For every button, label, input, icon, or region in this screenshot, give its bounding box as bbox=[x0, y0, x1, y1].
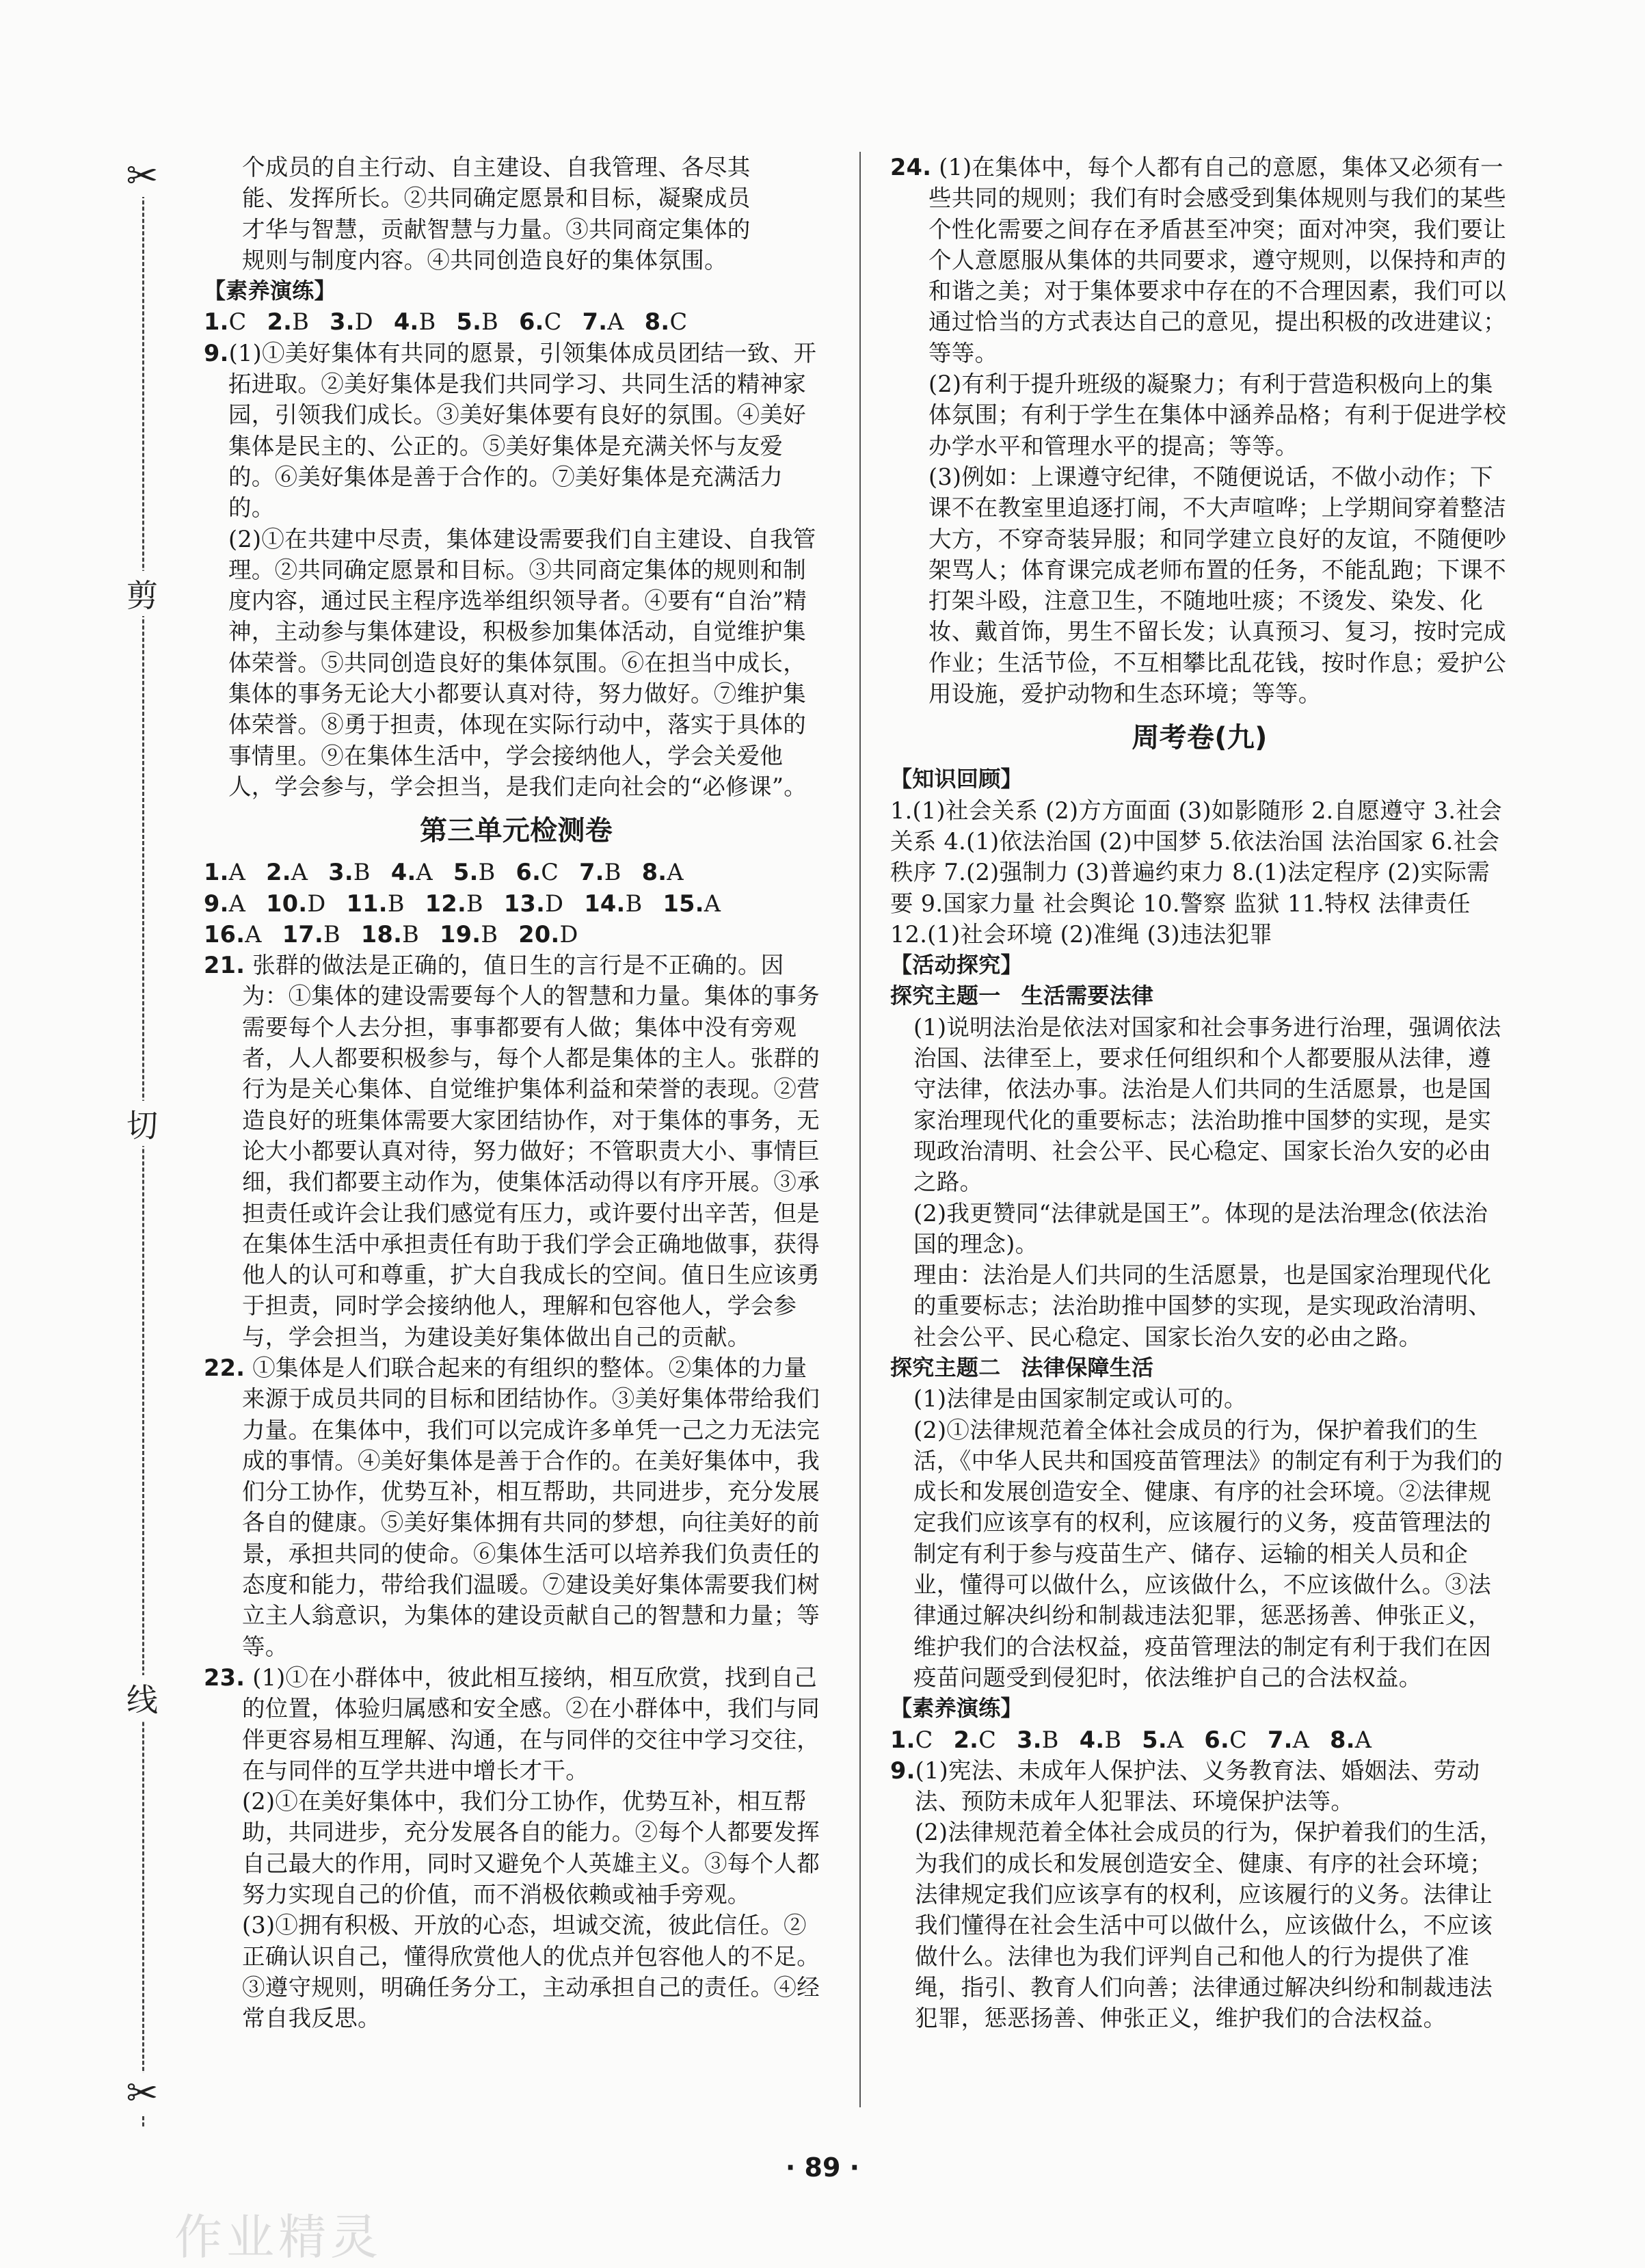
answer-value: B bbox=[1104, 1726, 1122, 1753]
q-number: 8. bbox=[644, 308, 670, 336]
q-number: 19. bbox=[440, 920, 481, 948]
answer-value: B bbox=[418, 308, 436, 336]
q-number: 22. bbox=[204, 1354, 245, 1381]
q-number: 1. bbox=[204, 859, 229, 886]
answer-value: A bbox=[1166, 1726, 1184, 1753]
text-line: 规则与制度内容。④共同创造良好的集体氛围。 bbox=[242, 246, 727, 274]
answer-value: B bbox=[478, 859, 496, 886]
answer-value: B bbox=[481, 920, 498, 948]
answer-text: (1)①美好集体有共同的愿景，引领集体成员团结一致、开拓进取。②美好集体是我们共同学习、共同生活的精神家园，引领我们成长。③美好集体要有良好的氛围。④美好集体是民主的、公正的。⑤美好集体是充满关怀与友爱的。⑥美好集体是善于合作的。⑦美好集体是充满活力的。 bbox=[228, 339, 817, 522]
answer-value: D bbox=[545, 890, 564, 917]
answer-22 bbox=[204, 1352, 829, 1662]
q-number: 18. bbox=[360, 920, 403, 948]
answer-21 bbox=[204, 950, 829, 1352]
topic-heading bbox=[890, 980, 1509, 1011]
answer-value: B bbox=[402, 920, 420, 948]
q-number: 20. bbox=[518, 920, 560, 948]
answer-value: A bbox=[228, 859, 246, 886]
q-number: 6. bbox=[516, 859, 541, 886]
q-number: 16. bbox=[204, 920, 245, 948]
answer-value: B bbox=[292, 308, 310, 336]
q-number: 9. bbox=[890, 1757, 915, 1784]
q-number: 21. bbox=[204, 952, 245, 979]
q-number: 7. bbox=[579, 859, 604, 886]
answer-text: ①集体是人们联合起来的有组织的整体。②集体的力量来源于成员共同的目标和团结协作。③美好集体带给我们力量。在集体中，我们可以完成许多单凭一己之力无法完成的事情。④美好集体是善于合作的。在美好集体中，我们分工协作，优势互补，相互帮助，共同进步，充分发展各自的健康。⑤美好集体拥有共同的梦想，向往美好的前景，承担共同的使命。⑥集体生活可以培养我们负责任的态度和能力，带给我们温暖。⑦建设美好集体需要我们树立主人翁意识，为集体的建设贡献自己的智慧和力量；等等。 bbox=[242, 1354, 820, 1660]
answer-text: (1)①在小群体中，彼此相互接纳，相互欣赏，找到自己的位置，体验归属感和安全感。②在小群体中，我们与同伴更容易相互理解、沟通，在与同伴的交往中学习交往，在与同伴的互学共进中增长才干。 bbox=[242, 1664, 820, 1784]
q-number: 5. bbox=[456, 308, 482, 336]
answer-23-part-2: (2)①在美好集体中，我们分工协作，优势互补，相互帮助，共同进步，充分发展各自的能力。②每个人都要发挥自己最大的作用，同时又避免个人英雄主义。③每个人都努力实现自己的价值，而不消极依赖或袖手旁观。 bbox=[242, 1788, 820, 1908]
topic-2-part-2: (2)①法律规范着全体社会成员的行为，保护着我们的生活，《中华人民共和国疫苗管理法》的制定有利于为我们的成长和发展创造安全、健康、有序的社会环境。②法律规定我们应该享有的权利，应该履行的义务，疫苗管理法的制定有利于参与疫苗生产、储存、运输的相关人员和企业，懂得可以做什么，应该做什么，不应该做什么。③法律通过解决纠纷和制裁违法犯罪，惩恶扬善、伸张正义，维护我们的合法权益，疫苗管理法的制定有利于我们在因疫苗问题受到侵犯时，依法维护自己的合法权益。 bbox=[913, 1416, 1503, 1691]
left-column bbox=[204, 152, 829, 2034]
weekly-test-title: 周考卷(九) bbox=[1132, 722, 1268, 754]
q-number: 9. bbox=[204, 339, 229, 366]
cut-label-char: 剪 bbox=[123, 571, 161, 616]
answer-row bbox=[204, 919, 829, 950]
answer-value: B bbox=[481, 308, 499, 336]
knowledge-review-answers: 1.(1)社会关系 (2)方方面面 (3)如影随形 2.自愿遵守 3.社会关系 4.(1)依法治国 (2)中国梦 5.依法治国 法治国家 6.社会秩序 7.(2)强制力 (3)普遍约束力 8.(1)法定程序 (2)实际需要 9.国家力量 社会舆论 10.警察 监狱 11.特权 法律责任 12.(1)社会环境 (2)准绳 (3)违法犯罪 bbox=[890, 797, 1502, 948]
answer-24 bbox=[890, 152, 1509, 369]
q-number: 8. bbox=[641, 859, 667, 886]
topic-1-part-2: (2)我更赞同“法律就是国王”。体现的是法治理念(依法治国的理念)。 bbox=[913, 1199, 1488, 1257]
answer-value: B bbox=[387, 890, 405, 917]
answer-value: C bbox=[228, 308, 247, 336]
answer-value: A bbox=[1292, 1726, 1310, 1753]
topic-2-part-1: (1)法律是由国家制定或认可的。 bbox=[913, 1385, 1247, 1413]
answer-value: A bbox=[228, 890, 246, 917]
answer-9-part-2: (2)法律规范着全体社会成员的行为，保护着我们的生活，为我们的成长和发展创造安全、健康、有序的社会环境；法律规定我们应该享有的权利，应该履行的义务。法律让我们懂得在社会生活中可以做什么，应该做什么，不应该做什么。法律也为我们评判自己和他人的行为提供了准绳，指引、教育人们向善；法律通过解决纠纷和制裁违法犯罪，惩恶扬善、伸张正义，维护我们的合法权益。 bbox=[915, 1819, 1503, 2032]
answer-23 bbox=[204, 1662, 829, 1786]
answer-value: C bbox=[541, 859, 559, 886]
topic-title: 生活需要法律 bbox=[1021, 983, 1154, 1009]
answer-text: 张群的做法是正确的，值日生的言行是不正确的。因为：①集体的建设需要每个人的智慧和力量。集体的事务需要每个人去分担，事事都要有人做；集体中没有旁观者，人人都要积极参与，每个人都是集体的主人。张群的行为是关心集体、自觉维护集体利益和荣誉的表现。②营造良好的班集体需要大家团结协作，对于集体的事务，无论大小都要认真对待，努力做好；不管职责大小、事情巨细，我们都要主动作为，使集体活动得以有序开展。③承担责任或许会让我们感觉有压力，或许要付出辛苦，但是在集体生活中承担责任有助于我们学会正确地做事，获得他人的认可和尊重，扩大自我成长的空间。值日生应该勇于担责，同时学会接纳他人，理解和包容他人，学会参与，学会担当，为建设美好集体做出自己的贡献。 bbox=[242, 952, 820, 1350]
answer-value: A bbox=[245, 920, 262, 948]
q-number: 23. bbox=[204, 1664, 245, 1691]
answer-value: D bbox=[307, 890, 326, 917]
answer-value: C bbox=[544, 308, 562, 336]
answer-row bbox=[204, 888, 829, 919]
unit-test-title: 第三单元检测卷 bbox=[419, 815, 613, 847]
q-number: 11. bbox=[346, 890, 388, 917]
q-number: 4. bbox=[393, 308, 419, 336]
q-number: 4. bbox=[390, 859, 416, 886]
q-number: 3. bbox=[328, 859, 353, 886]
answer-value: B bbox=[353, 859, 371, 886]
answer-text: (1)宪法、未成年人保护法、义务教育法、婚姻法、劳动法、预防未成年人犯罪法、环境保护法等。 bbox=[915, 1757, 1480, 1815]
q-number: 6. bbox=[1204, 1726, 1230, 1753]
topic-label: 探究主题一 bbox=[890, 983, 1001, 1009]
q-number: 8. bbox=[1330, 1726, 1355, 1753]
answer-value: B bbox=[604, 859, 621, 886]
q-number: 13. bbox=[503, 890, 546, 917]
answer-9 bbox=[890, 1755, 1509, 1817]
topic-title: 法律保障生活 bbox=[1021, 1354, 1154, 1380]
scissors-icon: ✂ bbox=[122, 156, 163, 197]
answer-value: A bbox=[416, 859, 433, 886]
q-number: 1. bbox=[204, 308, 229, 336]
answer-value: C bbox=[915, 1726, 933, 1753]
answer-24-part-2: (2)有利于提升班级的凝聚力；有利于营造积极向上的集体氛围；有利于学生在集体中涵养品格；有利于促进学校办学水平和管理水平的提高；等等。 bbox=[928, 371, 1506, 459]
page-number: · 89 · bbox=[785, 2152, 860, 2183]
answer-9 bbox=[204, 338, 829, 524]
q-number: 5. bbox=[453, 859, 479, 886]
section-heading: 【知识回顾】 bbox=[890, 766, 1023, 792]
section-heading: 【活动探究】 bbox=[890, 952, 1023, 978]
answer-value: A bbox=[607, 308, 624, 336]
q-number: 10. bbox=[266, 890, 308, 917]
cut-label-char: 切 bbox=[123, 1101, 161, 1146]
column-divider bbox=[859, 152, 861, 2107]
answer-value: C bbox=[669, 308, 688, 336]
q-number: 14. bbox=[584, 890, 626, 917]
scissors-icon: ✂ bbox=[122, 2073, 163, 2114]
topic-label: 探究主题二 bbox=[890, 1354, 1001, 1380]
q-number: 6. bbox=[519, 308, 544, 336]
section-heading: 【素养演练】 bbox=[204, 278, 336, 304]
answer-value: A bbox=[291, 859, 308, 886]
q-number: 3. bbox=[330, 308, 355, 336]
answer-value: B bbox=[1041, 1726, 1059, 1753]
q-number: 9. bbox=[204, 890, 229, 917]
answer-value: C bbox=[978, 1726, 997, 1753]
q-number: 3. bbox=[1017, 1726, 1042, 1753]
q-number: 24. bbox=[890, 154, 932, 181]
answer-24-part-3: (3)例如：上课遵守纪律，不随便说话，不做小动作；下课不在教室里追逐打闹，不大声喧哗；上学期间穿着整洁大方，不穿奇装异服；和同学建立良好的友谊，不随便吵架骂人；体育课完成老师布置的任务，不能乱跑；下课不打架斗殴，注意卫生，不随地吐痰；不烫发、染发、化妆、戴首饰，男生不留长发；认真预习、复习，按时完成作业；生活节俭，不互相攀比乱花钱，按时作息；爱护公用设施，爱护动物和生态环境；等等。 bbox=[928, 463, 1506, 708]
answer-value: A bbox=[704, 890, 721, 917]
topic-heading bbox=[890, 1352, 1509, 1383]
continued-answer bbox=[204, 152, 829, 276]
q-number: 12. bbox=[425, 890, 466, 917]
answer-row bbox=[890, 1724, 1509, 1755]
right-column bbox=[890, 152, 1509, 2034]
q-number: 17. bbox=[282, 920, 323, 948]
q-number: 4. bbox=[1079, 1726, 1105, 1753]
q-number: 1. bbox=[890, 1726, 915, 1753]
answer-value: C bbox=[1229, 1726, 1247, 1753]
q-number: 2. bbox=[953, 1726, 979, 1753]
answer-9-part-2: (2)①在共建中尽责，集体建设需要我们自主建设、自我管理。②共同确定愿景和目标。③共同商定集体的规则和制度内容，通过民主程序选举组织领导者。④要有“自治”精神，主动参与集体建设，积极参加集体活动，自觉维护集体荣誉。⑤共同创造良好的集体氛围。⑥在担当中成长，集体的事务无论大小都要认真对待，努力做好。⑦维护集体荣誉。⑧勇于担责，体现在实际行动中，落实于具体的事情里。⑨在集体生活中，学会接纳他人，学会关爱他人，学会参与，学会担当，是我们走向社会的“必修课”。 bbox=[228, 525, 816, 800]
q-number: 2. bbox=[267, 308, 293, 336]
q-number: 2. bbox=[266, 859, 291, 886]
answer-value: B bbox=[625, 890, 643, 917]
watermark: 作业精灵 bbox=[174, 2209, 382, 2265]
answer-value: B bbox=[466, 890, 483, 917]
q-number: 7. bbox=[1268, 1726, 1293, 1753]
answer-value: B bbox=[323, 920, 340, 948]
answer-row bbox=[204, 306, 829, 337]
text-line: 个成员的自主行动、自主建设、自我管理、各尽其 bbox=[242, 154, 751, 181]
cut-label-char: 线 bbox=[123, 1675, 161, 1720]
answer-value: D bbox=[559, 920, 578, 948]
section-heading: 【素养演练】 bbox=[890, 1695, 1023, 1722]
answer-row bbox=[204, 857, 829, 888]
q-number: 7. bbox=[582, 308, 608, 336]
answer-value: A bbox=[667, 859, 684, 886]
q-number: 15. bbox=[663, 890, 704, 917]
text-line: 能、发挥所长。②共同确定愿景和目标，凝聚成员 bbox=[242, 185, 751, 212]
text-line: 才华与智慧，贡献智慧与力量。③共同商定集体的 bbox=[242, 215, 751, 243]
topic-1-reason: 理由：法治是人们共同的生活愿景，也是国家治理现代化的重要标志；法治助推中国梦的实现，是实现政治清明、社会公平、民心稳定、国家长治久安的必由之路。 bbox=[913, 1262, 1491, 1350]
topic-1-part-1: (1)说明法治是依法对国家和社会事务进行治理，强调依法治国、法律至上，要求任何组织和个人都要服从法律，遵守法律，依法办事。法治是人们共同的生活愿景，也是国家治理现代化的重要标志；法治助推中国梦的实现，是实现政治清明、社会公平、民心稳定、国家长治久安的必由之路。 bbox=[913, 1013, 1501, 1196]
answer-value: A bbox=[1354, 1726, 1372, 1753]
answer-text: (1)在集体中，每个人都有自己的意愿，集体又必须有一些共同的规则；我们有时会感受到集体规则与我们的某些个性化需要之间存在矛盾甚至冲突；面对冲突，我们要让个人意愿服从集体的共同要求，遵守规则，以保持和声的和谐之美；对于集体要求中存在的不合理因素，我们可以通过恰当的方式表达自己的意见，提出积极的改进建议；等等。 bbox=[928, 154, 1506, 366]
answer-value: D bbox=[354, 308, 373, 336]
answer-23-part-3: (3)①拥有积极、开放的心态，坦诚交流，彼此信任。②正确认识自己，懂得欣赏他人的优点并包容他人的不足。③遵守规则，明确任务分工，主动承担自己的责任。④经常自我反思。 bbox=[242, 1912, 820, 2032]
q-number: 5. bbox=[1142, 1726, 1167, 1753]
